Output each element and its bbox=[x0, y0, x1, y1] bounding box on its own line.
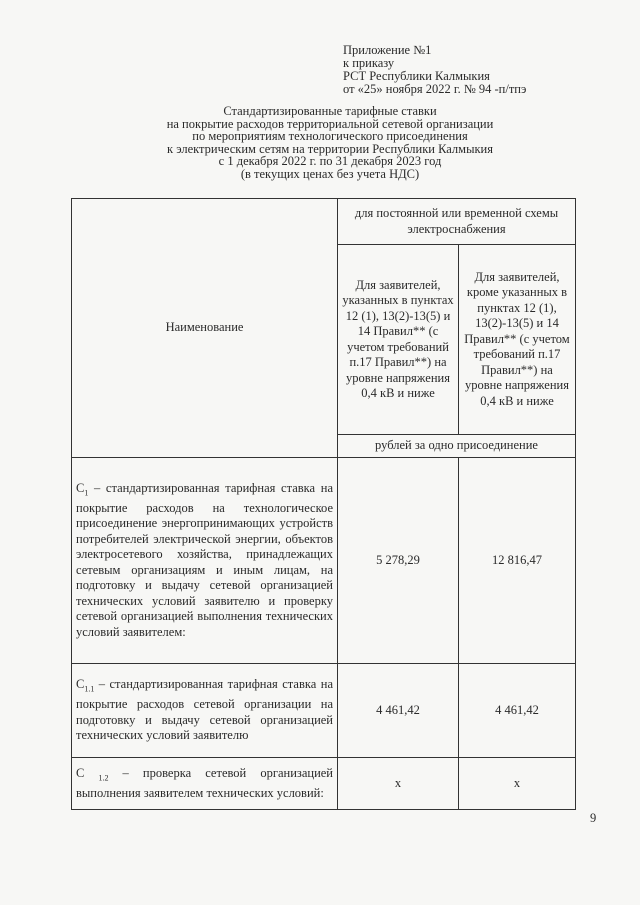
rate-subscript: 1.1 bbox=[84, 684, 95, 694]
rate-symbol: С bbox=[76, 677, 85, 692]
row-value2-cell: 12 816,47 bbox=[459, 458, 576, 664]
row-value1-cell: 5 278,29 bbox=[338, 458, 459, 664]
header-col2-cell: Для заявителей, кроме указанных в пунктах 12 (1), 13(2)-13(5) и 14 Правил** (с учетом требований п.17 Правил**) на уровне напряжения 0,4 кВ и ниже bbox=[459, 245, 576, 435]
rate-description: – стандартизированная тарифная ставка на покрытие расходов сетевой организации на подготовку и выдачу сетевой организацией технических условий заявителю bbox=[76, 677, 333, 743]
document-title bbox=[60, 105, 600, 181]
page-number: 9 bbox=[590, 811, 597, 825]
row-value2-cell: х bbox=[459, 758, 576, 810]
table-row bbox=[72, 458, 576, 664]
header-name-cell: Наименование bbox=[72, 199, 338, 458]
title-line: на покрытие расходов территориальной сетевой организации bbox=[166, 116, 494, 131]
rate-symbol: С bbox=[76, 765, 99, 780]
annex-header bbox=[343, 44, 526, 96]
header-unit-cell: рублей за одно присоединение bbox=[338, 435, 576, 458]
annex-line: от «25» ноября 2022 г. № 94 -п/тпэ bbox=[343, 82, 527, 96]
tariff-table bbox=[71, 198, 576, 810]
title-line: по мероприятиям технологического присоединения bbox=[192, 129, 468, 144]
row-desc-cell bbox=[72, 664, 338, 758]
header-scheme-cell: для постоянной или временной схемы электроснабжения bbox=[338, 199, 576, 245]
row-value1-cell: х bbox=[338, 758, 459, 810]
annex-line: к приказу bbox=[343, 56, 395, 70]
rate-symbol: С bbox=[76, 480, 85, 495]
rate-subscript: 1 bbox=[84, 488, 89, 498]
table-row bbox=[72, 664, 576, 758]
rate-subscript: 1.2 bbox=[98, 773, 109, 783]
annex-line: Приложение №1 bbox=[343, 43, 432, 57]
table-row bbox=[72, 758, 576, 810]
row-value2-cell: 4 461,42 bbox=[459, 664, 576, 758]
rate-description: – стандартизированная тарифная ставка на покрытие расходов на технологическое присоединение энергопринимающих устройств потребителей электрической энергии, объектов электросетевого хозяйства, принадлежащих сетевым организациям и иным лицам, на подготовку и выдачу сетевой организацией технических условий заявителю и проверку сетевой организацией выполнения технических условий заявителем: bbox=[76, 480, 333, 639]
row-desc-cell bbox=[72, 458, 338, 664]
title-line: Стандартизированные тарифные ставки bbox=[223, 104, 437, 118]
title-line: к электрическим сетям на территории Республики Калмыкия bbox=[167, 141, 493, 156]
rate-description: – проверка сетевой организацией выполнения заявителем технических условий: bbox=[76, 765, 333, 800]
row-value1-cell: 4 461,42 bbox=[338, 664, 459, 758]
annex-line: РСТ Республики Калмыкия bbox=[343, 69, 490, 83]
title-line: (в текущих ценах без учета НДС) bbox=[240, 166, 420, 181]
header-col1-cell: Для заявителей, указанных в пунктах 12 (1), 13(2)-13(5) и 14 Правил** (с учетом требований п.17 Правил**) на уровне напряжения 0,4 кВ и ниже bbox=[338, 245, 459, 435]
row-desc-cell bbox=[72, 758, 338, 810]
title-line: с 1 декабря 2022 г. по 31 декабря 2023 год bbox=[218, 154, 442, 169]
